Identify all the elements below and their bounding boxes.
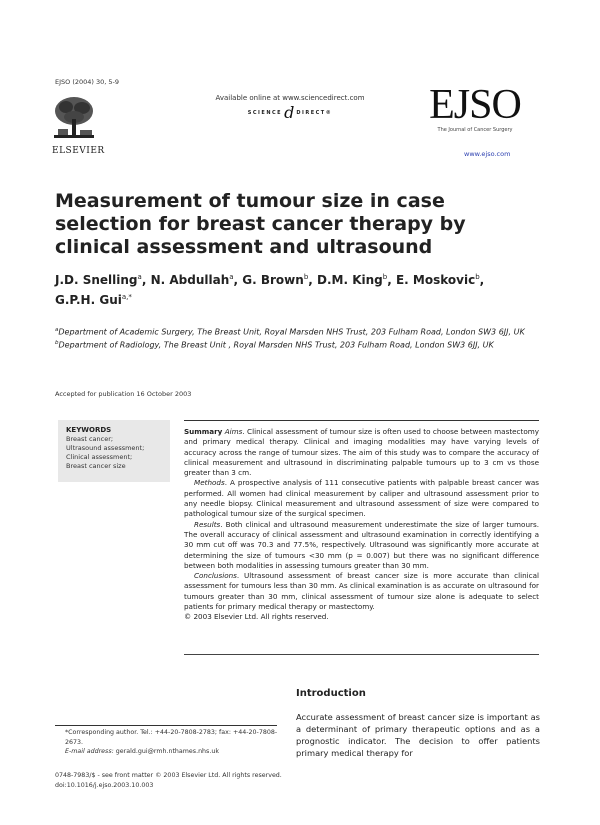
- section-heading-introduction: Introduction: [296, 688, 366, 699]
- keyword: Ultrasound assessment;: [66, 444, 145, 452]
- email-link[interactable]: gerald.gui@rmh.nthames.nhs.uk: [115, 748, 219, 755]
- abstract-copyright: © 2003 Elsevier Ltd. All rights reserved.: [184, 612, 329, 622]
- journal-subtitle: The Journal of Cancer Surgery: [437, 127, 513, 133]
- keywords-heading: KEYWORDS: [66, 426, 112, 434]
- journal-citation: EJSO (2004) 30, 5-9: [55, 78, 120, 86]
- journal-url-link[interactable]: www.ejso.com: [464, 150, 511, 158]
- keywords-box: [58, 420, 170, 482]
- elsevier-wordmark: ELSEVIER: [52, 146, 105, 156]
- journal-logo: [420, 82, 530, 133]
- keyword: Breast cancer;: [66, 435, 114, 443]
- sciencedirect-at-icon: d: [284, 103, 295, 122]
- doi-link[interactable]: doi:10.1016/j.ejso.2003.10.003: [55, 782, 154, 789]
- accepted-date: Accepted for publication 16 October 2003: [55, 390, 192, 398]
- affiliation: $^a$Department of Academic Surgery, The Breast Unit, Royal Marsden NHS Trust, 203 Fulham Road, London SW3 6JJ, UK: [55, 327, 525, 337]
- author: E. Moskovic: [395, 273, 476, 287]
- abstract-aims: Summary Aims. Clinical assessment of tumour size is often used to choose between mastectomy and primary medical therapy. Clinical and imaging modalities may have varying levels of accuracy across the range of tumour sizes. The aim of this study was to compare the accuracy of clinical measurement and ultrasound in discriminating palpable tumours up to 3 cm vs those greater than 3 cm.: [184, 427, 539, 478]
- journal-name: EJSO: [429, 82, 521, 128]
- author: G.P.H. Gui: [55, 293, 122, 307]
- keyword: Breast cancer size: [66, 462, 126, 470]
- introduction-paragraph: Accurate assessment of breast cancer size is important as a determinant of primary therapeutic options and as a prognostic indicator. The decision to offer patients primary medical therapy for: [296, 712, 540, 758]
- abstract-conclusions: Conclusions. Ultrasound assessment of breast cancer size is more accurate than clinical assessment for tumours less than 30 mm. As clinical examination is as accurate on ultrasound for tumours greater than 30 mm, clinical assessment of tumour size alone is adequate to select patients for primary medical therapy or mastectomy.: [184, 571, 539, 612]
- abstract-bottom-rule: [184, 654, 539, 655]
- abstract-methods: Methods. A prospective analysis of 111 consecutive patients with palpable breast cancer was performed. All women had clinical measurement by caliper and ultrasound assessment prior to any needle biopsy. Clinical measurement and ultrasound assessment of size were compared to pathological tumour size of the surgical specimen.: [184, 478, 539, 519]
- author: D.M. King: [317, 273, 383, 287]
- author: G. Brown: [242, 273, 304, 287]
- elsevier-tree-icon: [52, 95, 96, 140]
- elsevier-logo: [52, 95, 105, 156]
- article-title: Measurement of tumour size in case selection for breast cancer therapy by clinical assessment and ultrasound: [55, 190, 466, 258]
- abstract-results: Results. Both clinical and ultrasound measurement underestimate the size of larger tumours. The overall accuracy of clinical assessment and ultrasound examination in correctly identifying a 30 mm cut off was 70.3 and 77.5%, respectively. Ultrasound was significantly more accurate at determining the size of tumours <30 mm (p = 0.007) but there was no significant difference between both modalities in assessing tumours greater than 30 mm.: [184, 519, 539, 570]
- author-list: J.D. Snelling$^a$, N. Abdullah$^a$, G. Brown$^b$, D.M. King$^b$, E. Moskovic$^b$, G.P.H. Gui$^{a,*}$: [55, 273, 485, 307]
- sciencedirect-block: [200, 94, 380, 121]
- affiliation: $^b$Department of Radiology, The Breast Unit , Royal Marsden NHS Trust, 203 Fulham Road, London SW3 6JJ, UK: [55, 340, 494, 350]
- abstract: [184, 420, 539, 623]
- available-online-text: Available online at www.sciencedirect.com: [215, 94, 365, 102]
- front-matter: [55, 771, 375, 791]
- author: J.D. Snelling: [55, 273, 138, 287]
- author: N. Abdullah: [150, 273, 230, 287]
- affiliations: [55, 325, 535, 351]
- keyword: Clinical assessment;: [66, 453, 133, 461]
- sciencedirect-logo: SCIENCE d DIRECT®: [247, 103, 333, 122]
- footnote-rule: [55, 725, 277, 726]
- issn-line: 0748-7983/$ - see front matter © 2003 Elsevier Ltd. All rights reserved.: [55, 772, 282, 779]
- corresponding-author-footnote: *Corresponding author. Tel.: +44-20-7808-2783; fax: +44-20-7808-2673. E-mail address: gerald.gui@rmh.nthames.nhs.uk: [65, 729, 278, 755]
